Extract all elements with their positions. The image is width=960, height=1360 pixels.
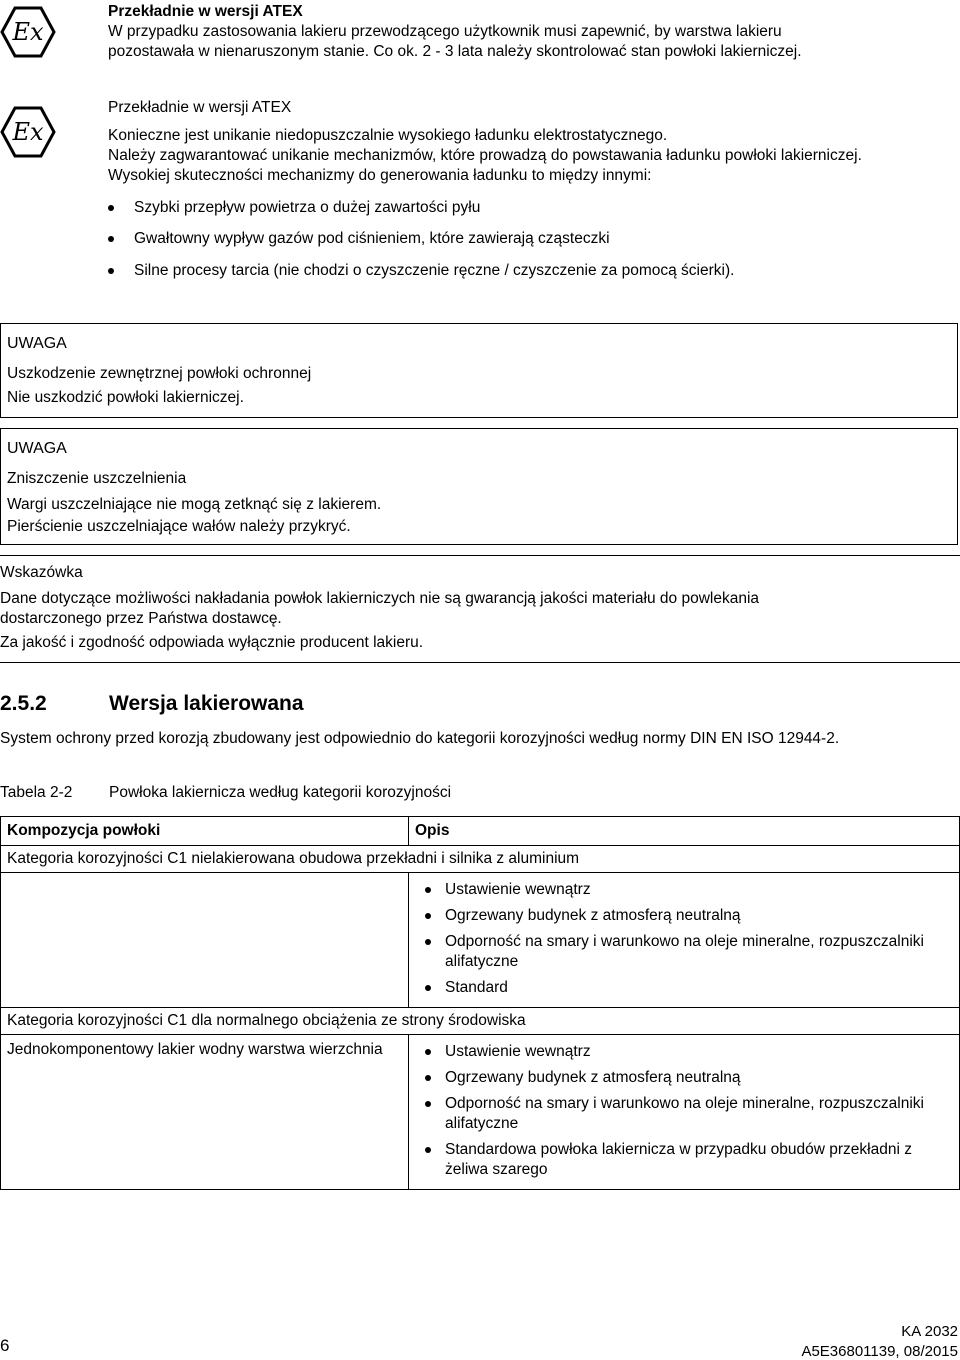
table-row bbox=[1, 873, 960, 1008]
atex-text-line: Konieczne jest unikanie niedopuszczalnie wysokiego ładunku elektrostatycznego. bbox=[108, 127, 668, 144]
table-row bbox=[1, 1008, 960, 1035]
footer-doc-info bbox=[801, 1322, 958, 1360]
atex-notice-2 bbox=[108, 98, 950, 186]
atex-text-line: pozostawała w nienaruszonym stanie. Co ok. 2 - 3 lata należy skontrolować stan powłoki lakierniczej. bbox=[108, 43, 802, 60]
note-block bbox=[0, 563, 954, 653]
notice-text: Wargi uszczelniające nie mogą zetknąć się z lakierem. bbox=[7, 496, 382, 513]
table-group-title: Kategoria korozyjności C1 dla normalnego obciążenia ze strony środowiska bbox=[1, 1008, 960, 1035]
table-header-row bbox=[1, 817, 960, 846]
section-number: 2.5.2 bbox=[0, 692, 47, 715]
atex-text-line: W przypadku zastosowania lakieru przewodzącego użytkownik musi zapewnić, by warstwa lakieru bbox=[108, 23, 782, 40]
section-title: Wersja lakierowana bbox=[109, 692, 304, 715]
note-text: Dane dotyczące możliwości nakładania powłok lakierniczych nie są gwarancją jakości materiału do powlekania bbox=[0, 590, 760, 607]
bullet-icon bbox=[108, 268, 114, 274]
notice-text: Nie uszkodzić powłoki lakierniczej. bbox=[7, 389, 244, 406]
atex-title: Przekładnie w wersji ATEX bbox=[108, 3, 303, 20]
table-caption-label: Tabela 2-2 bbox=[0, 784, 73, 801]
list-item: Ogrzewany budynek z atmosferą neutralną bbox=[415, 906, 953, 926]
note-heading: Wskazówka bbox=[0, 564, 83, 581]
section-heading bbox=[0, 690, 304, 718]
list-item: Ogrzewany budynek z atmosferą neutralną bbox=[415, 1068, 953, 1088]
atex-bullet-list bbox=[108, 198, 950, 281]
table-group-title: Kategoria korozyjności C1 nielakierowana obudowa przekładni i silnika z aluminium bbox=[1, 846, 960, 873]
table-cell bbox=[409, 1035, 960, 1190]
bullet-icon bbox=[108, 236, 114, 242]
svg-text:Ex: Ex bbox=[12, 18, 44, 46]
caution-box-seal bbox=[0, 428, 958, 545]
caution-box-coating bbox=[0, 323, 958, 418]
ex-hexagon-icon bbox=[0, 4, 56, 60]
table-caption-text: Powłoka lakiernicza według kategorii korozyjności bbox=[109, 784, 452, 801]
note-text: dostarczonego przez Państwa dostawcę. bbox=[0, 610, 282, 627]
table-header-cell: Opis bbox=[409, 817, 960, 846]
table-row bbox=[1, 1035, 960, 1190]
list-item: Silne procesy tarcia (nie chodzi o czyszczenie ręczne / czyszczenie za pomocą ścierki). bbox=[108, 261, 950, 281]
list-item: Standard bbox=[415, 978, 953, 998]
doc-id: A5E36801139, 08/2015 bbox=[801, 1343, 958, 1360]
table-bullet-list bbox=[415, 1042, 953, 1180]
divider bbox=[0, 662, 960, 663]
list-item: Odporność na smary i warunkowo na oleje mineralne, rozpuszczalniki alifatyczne bbox=[415, 1094, 953, 1134]
coating-table bbox=[0, 816, 960, 1190]
svg-text:Ex: Ex bbox=[12, 118, 44, 146]
table-cell bbox=[409, 873, 960, 1008]
ex-hexagon-icon bbox=[0, 104, 56, 160]
section-body: System ochrony przed korozją zbudowany jest odpowiednio do kategorii korozyjności według normy DIN EN ISO 12944-2. bbox=[0, 730, 840, 747]
list-item: Ustawienie wewnątrz bbox=[415, 1042, 953, 1062]
doc-code: KA 2032 bbox=[901, 1323, 958, 1340]
atex-text-line: Należy zagwarantować unikanie mechanizmów, które prowadzą do powstawania ładunku powłoki lakierniczej. bbox=[108, 147, 862, 164]
atex-notice-1 bbox=[108, 2, 950, 62]
notice-heading: UWAGA bbox=[7, 335, 67, 352]
table-cell bbox=[1, 873, 409, 1008]
notice-subtitle: Uszkodzenie zewnętrznej powłoki ochronnej bbox=[7, 365, 312, 382]
list-item: Gwałtowny wypływ gazów pod ciśnieniem, które zawierają cząsteczki bbox=[108, 229, 950, 249]
list-item: Standardowa powłoka lakiernicza w przypadku obudów przekładni z żeliwa szarego bbox=[415, 1140, 953, 1180]
notice-text: Pierścienie uszczelniające wałów należy przykryć. bbox=[7, 518, 351, 535]
table-row bbox=[1, 846, 960, 873]
table-bullet-list bbox=[415, 880, 953, 998]
page-number: 6 bbox=[0, 1336, 10, 1355]
notice-subtitle: Zniszczenie uszczelnienia bbox=[7, 470, 187, 487]
bullet-icon bbox=[108, 205, 114, 211]
note-text: Za jakość i zgodność odpowiada wyłącznie producent lakieru. bbox=[0, 634, 424, 651]
atex-text-line: Wysokiej skuteczności mechanizmy do generowania ładunku to między innymi: bbox=[108, 167, 652, 184]
table-cell: Jednokomponentowy lakier wodny warstwa wierzchnia bbox=[1, 1035, 409, 1190]
divider bbox=[0, 555, 960, 556]
list-item: Odporność na smary i warunkowo na oleje mineralne, rozpuszczalniki alifatyczne bbox=[415, 932, 953, 972]
atex-title: Przekładnie w wersji ATEX bbox=[108, 99, 292, 116]
notice-heading: UWAGA bbox=[7, 440, 67, 457]
table-header-cell: Kompozycja powłoki bbox=[1, 817, 409, 846]
list-item: Szybki przepływ powietrza o dużej zawartości pyłu bbox=[108, 198, 950, 218]
list-item: Ustawienie wewnątrz bbox=[415, 880, 953, 900]
